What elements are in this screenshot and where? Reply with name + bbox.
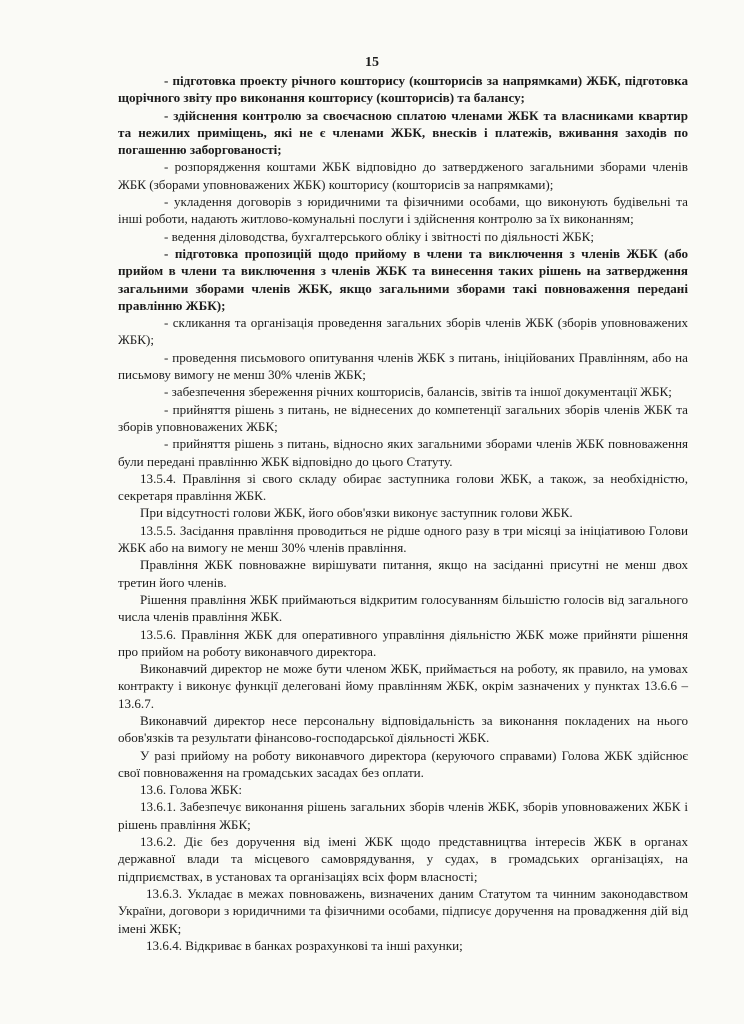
paragraph: При відсутності голови ЖБК, його обов'язки виконує заступник голови ЖБК.: [140, 505, 573, 521]
paragraph: Рішення правління ЖБК приймаються відкритим голосуванням більшістю голосів від загального числа членів правління ЖБК.: [118, 591, 688, 625]
paragraph: - розпорядження коштами ЖБК відповідно до затвердженого загальними зборами членів ЖБК (зборами уповноважених ЖБК) кошторису (кошторисів за напрямками);: [118, 159, 688, 192]
paragraph: - прийняття рішень з питань, відносно яких загальними зборами членів ЖБК повноваження були передані правлінню ЖБК відповідно до цього Статуту.: [118, 436, 688, 469]
paragraph: - забезпечення збереження річних кошторисів, балансів, звітів та іншої документації ЖБК;: [164, 384, 672, 400]
section-heading: 13.6. Голова ЖБК:: [140, 782, 243, 798]
paragraph: - прийняття рішень з питань, не віднесених до компетенції загальних зборів членів ЖБК та зборів уповноважених ЖБК;: [118, 401, 688, 434]
paragraph: - підготовка пропозицій щодо прийому в члени та виключення з членів ЖБК (або прийом в члени та виключення з членів ЖБК та винесення таких рішень на затвердження загальними зборами членів ЖБК, якщо загальними зборами такі повноваження передані правлінню ЖБК);: [118, 245, 688, 313]
paragraph: Виконавчий директор несе персональну відповідальність за виконання покладених на нього обов'язків та результати фінансово-господарської діяльності ЖБК.: [118, 712, 688, 746]
document-body: [118, 72, 688, 954]
paragraph: Виконавчий директор не може бути членом ЖБК, приймається на роботу, як правило, на умовах контракту і виконує функції делеговані йому правлінням ЖБК, окрім зазначених у пунктах 13.6.6 – 13.6.7.: [118, 661, 688, 711]
page-number: 15: [365, 55, 379, 70]
paragraph: 13.6.2. Діє без доручення від імені ЖБК щодо представництва інтересів ЖБК в органах державної влади та місцевого самоврядування, у судах, в громадських організаціях, на підприємствах, в установах та організаціях всіх форм власності;: [118, 834, 688, 884]
paragraph: - скликання та організація проведення загальних зборів членів ЖБК (зборів уповноважених ЖБК);: [118, 315, 688, 348]
paragraph: 13.6.4. Відкриває в банках розрахункові та інші рахунки;: [146, 937, 463, 953]
paragraph: 13.5.6. Правління ЖБК для оперативного управління діяльністю ЖБК може прийняти рішення про прийом на роботу виконавчого директора.: [118, 626, 688, 659]
paragraph: - проведення письмового опитування членів ЖБК з питань, ініційованих Правлінням, або на письмову вимогу не менш 30% членів ЖБК;: [118, 349, 688, 383]
paragraph: - ведення діловодства, бухгалтерського обліку і звітності по діяльності ЖБК;: [164, 228, 595, 244]
paragraph: - укладення договорів з юридичними та фізичними особами, що виконують будівельні та інші роботи, надають житлово-комунальні послуги і здійснення контролю за їх виконанням;: [118, 194, 688, 227]
paragraph: 13.5.4. Правління зі свого складу обирає заступника голови ЖБК, а також, за необхідністю, секретаря правління ЖБК.: [118, 470, 688, 504]
paragraph: - здійснення контролю за своєчасною сплатою членами ЖБК та власниками квартир та нежилих приміщень, які не є членами ЖБК, внесків і платежів, вживання заходів по погашенню заборгованості;: [118, 107, 688, 158]
paragraph: Правління ЖБК повноважне вирішувати питання, якщо на засіданні присутні не менш двох третин його членів.: [118, 557, 688, 590]
paragraph: 13.6.3. Укладає в межах повноважень, визначених даним Статутом та чинним законодавством України, договори з юридичними та фізичними особами, підписує доручення на провадження дій від імені ЖБК;: [118, 885, 688, 936]
paragraph: - підготовка проекту річного кошторису (кошторисів за напрямками) ЖБК, підготовка щорічного звіту про виконання кошторису (кошторисів) та балансу;: [118, 73, 688, 106]
paragraph: 13.6.1. Забезпечує виконання рішень загальних зборів членів ЖБК, зборів уповноважених ЖБК і рішень правління ЖБК;: [118, 799, 688, 832]
paragraph: 13.5.5. Засідання правління проводиться не рідше одного разу в три місяці за ініціативою Голови ЖБК або на вимогу не менш 30% членів правління.: [118, 522, 688, 556]
paragraph: У разі прийому на роботу виконавчого директора (керуючого справами) Голова ЖБК здійснює свої повноваження на громадських засадах без оплати.: [118, 747, 688, 780]
